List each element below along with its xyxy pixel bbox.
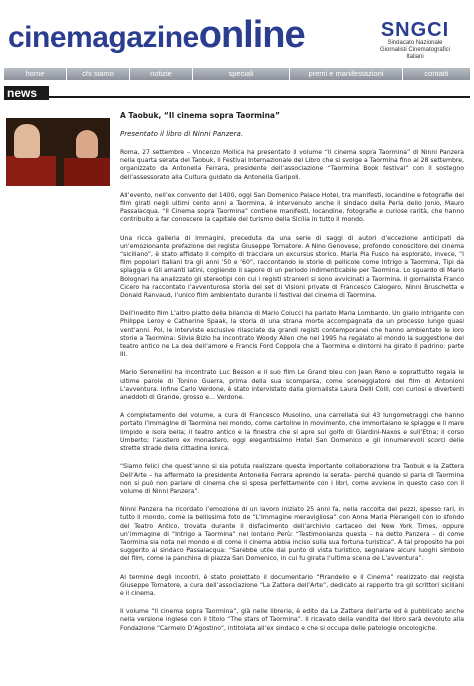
org-abbr: SNGCI (380, 19, 450, 41)
main-nav (4, 68, 470, 80)
photo-chair-left (6, 156, 56, 186)
article-paragraph: A completamento del volume, a cura di Francesco Musolino, una carrellata sui 43 lungometraggi che hanno portato l’immagine di Taormina nel mondo, come cartoline in movimento, che immortalano le spiagge e il mare limpido e isola bella; il teatro antico e la finestra che si apre sul golfo di Giardini-Naxos e sull’Etna; il corso Umberto; l’austero ex monastero, oggi elegantissimo Hotel San Domenico e gli innumerevoli scorci delle strette strade della cittadina ionica. (120, 412, 464, 453)
logo-online: online (198, 14, 305, 56)
article-intro: Presentato il libro di Ninni Panzera. (120, 130, 244, 138)
article-paragraph: Il volume “Il cinema sopra Taormina”, già nelle librerie, è edito da La Zattera dell’arte ed è pubblicato anche nella versione inglese con il titolo “The stars of Taormina”. Il ricavato della vendita del libro sarà devoluto alla Fondazione “Carmelo D’Agostino”, intitolata all’ex sindaco e che si occupa delle patologie oncologiche. (120, 608, 464, 632)
photo-chair-right (64, 158, 110, 186)
photo-person-right (76, 130, 98, 158)
section-header (4, 86, 470, 100)
nav-premi-e-manifestazioni[interactable]: premi e manifestazioni (290, 68, 403, 80)
org-line1: Sindacato Nazionale (387, 40, 443, 46)
article-photo (6, 118, 110, 186)
site-logo[interactable] (8, 14, 305, 62)
logo-magazine: magazine (66, 21, 199, 54)
article-paragraph: Mario Serenellini ha incontrato Luc Besson e il suo film Le Grand bleu con Jean Reno e soprattutto regala le ultime parole di Tonino Guerra, prima della sua scomparsa, come sceneggiatore del film di Antonioni L’avventura. Infine Carlo Verdone, è stato intervistato dalla giornalista Laura Delli Colli, con curiosi e divertenti aneddoti di Grande, grosso e... Verdone. (120, 369, 464, 402)
nav-chi-siamo[interactable]: chi siamo (67, 68, 130, 80)
article-body (120, 111, 464, 643)
org-line2: Giornalisti Cinematografici Italiani (379, 47, 451, 60)
section-label: news (4, 86, 49, 100)
article-paragraph: Al termine degli incontri, è stato proiettato il documentario “Pirandello e il Cinema” realizzato dal regista Giuseppe Tornatore, a cura dell’associazione “La Zattera dell’Arte”, dedicato ai rapporto tra gli scrittori siciliani e il cinema. (120, 573, 464, 597)
article-paragraph: All’evento, nell’ex convento del 1400, oggi San Domenico Palace Hotel, tra manifesti, locandine e fotografie dei film girati negli ultimi cento anni a Taormina, è intervenuto anche il sindaco della Perla dello Jonio, Mauro Passalacqua. “Il Cinema sopra Taormina” contiene manifesti, locandine, fotografie e curiose rarità, che hanno contribuito a far conoscere la capitale del turismo della Sicilia in tutto il mondo. (120, 191, 464, 224)
logo-cine: cine (8, 21, 67, 54)
nav-notizie[interactable]: notizie (130, 68, 193, 80)
article-paragraph: Dell’inedito film L’altro piatto della bilancia di Mario Colucci ha parlato Maria Lombardo. Un giallo intrigante con Philippe Leroy e Catherine Spaak, la storia di una strana morte accompagnata da un processo lungo quasi vent’anni. Poi, le interviste esclusive rilasciate da grandi registi contemporanei che hanno ambientato le loro storie a Taormina: Silvia Bizio ha incontrato Woody Allen che nel 1995 ha regalato al mondo la suggestione del teatro antico ne La dea dell’amore e Francis Ford Coppola che a Taormina e dintorni ha girato Il padrino: parte III. (120, 310, 464, 359)
photo-person-left (14, 124, 40, 158)
article-paragraph: Una ricca galleria di immagini, preceduta da una serie di saggi di autori d’eccezione anticipati da un’emozionante prefazione del regista Giuseppe Tornatore. A Nino Genovese, profondo conoscitore del cinema “siciliano”, è stato affidato il compito di tracciare un excursus storico. Maria Pia Fusco ha esplorato, invece, “I film popolari italiani tra gli anni ‘50 e ‘60”, raccontando le storie di pellicole come Intrigo a Taormina, Tipi da spiaggia e Gli amanti latini, cogliendo il sapore di un periodo indimenticabile per Taormina. Lo sguardo di Mario Bolognari ha analizzato gli stereotipi con cui i registi stranieri si sono avvicinati a Taormina. Il giornalista Franco Cicero ha raccontato l’avventurosa storia del set di Visioni private di Francesco Calogero, Ninni Bruschetta e Donald Ranvaud, l’unico film ambientato durante il festival del cinema di Taormina. (120, 234, 464, 300)
nav-contatti[interactable]: contatti (403, 68, 470, 80)
section-divider (49, 96, 470, 98)
article-paragraph: Ninni Panzera ha ricordato l’emozione di un lavoro iniziato 25 anni fa, nella raccolta dei pezzi, spesso rari, in tutto il mondo, come la bellissima foto de “L’Immagine meravigliosa” con Anna Maria Pierangeli con lo sfondo del Teatro Antico, trovata durante il disfacimento dell’archivio cartaceo del New York Times, oppure un’immagine di “Intrigo a Taormina” nel lontano Perù: “Testimonianza questa – ha detto Panzera – di come Taormina sia nota nel mondo e di come il cinema abbia inciso sulla sua fortuna turistica”. A tal proposito ha poi suggerito al sindaco Passalacqua: “Sarebbe utile dal punto di vista turistico, segnalare alcuni luoghi simbolo del film, come la panchina di piazza San Domenico, in cui fu girata l’ultima scena de L’avventura”. (120, 506, 464, 563)
article-paragraph: “Siamo felici che quest’anno si sia potuta realizzare questa importante collaborazione tra Taobuk e la Zattera Dell’Arte – ha affermato la presidente Antonella Ferrara aprendo la serata- perché quando si parla di Taormina non si può non parlare di cinema che si sposa perfettamente con i libri, come avviene in questo caso con il volume di Ninni Panzera”. (120, 463, 464, 495)
nav-home[interactable]: home (4, 68, 67, 80)
article-title: A Taobuk, “Il cinema sopra Taormina” (120, 111, 280, 120)
article-paragraph: Roma, 27 settembre – Vincenzo Mollica ha presentato il volume “Il cinema sopra Taormina” di Ninni Panzera nella quarta serata del Taobuk, il Festival Internazionale del Libro che si svolge a Taormina fino al 28 settembre, organizzato da Antonella Ferrara, presidente dell’associazione “Taormina Book festival” con il sostegno dell’assessorato alla Cultura guidato da Antonella Garipoli. (120, 149, 464, 181)
sngci-logo[interactable] (372, 20, 458, 61)
nav-speciali[interactable]: speciali (193, 68, 290, 80)
